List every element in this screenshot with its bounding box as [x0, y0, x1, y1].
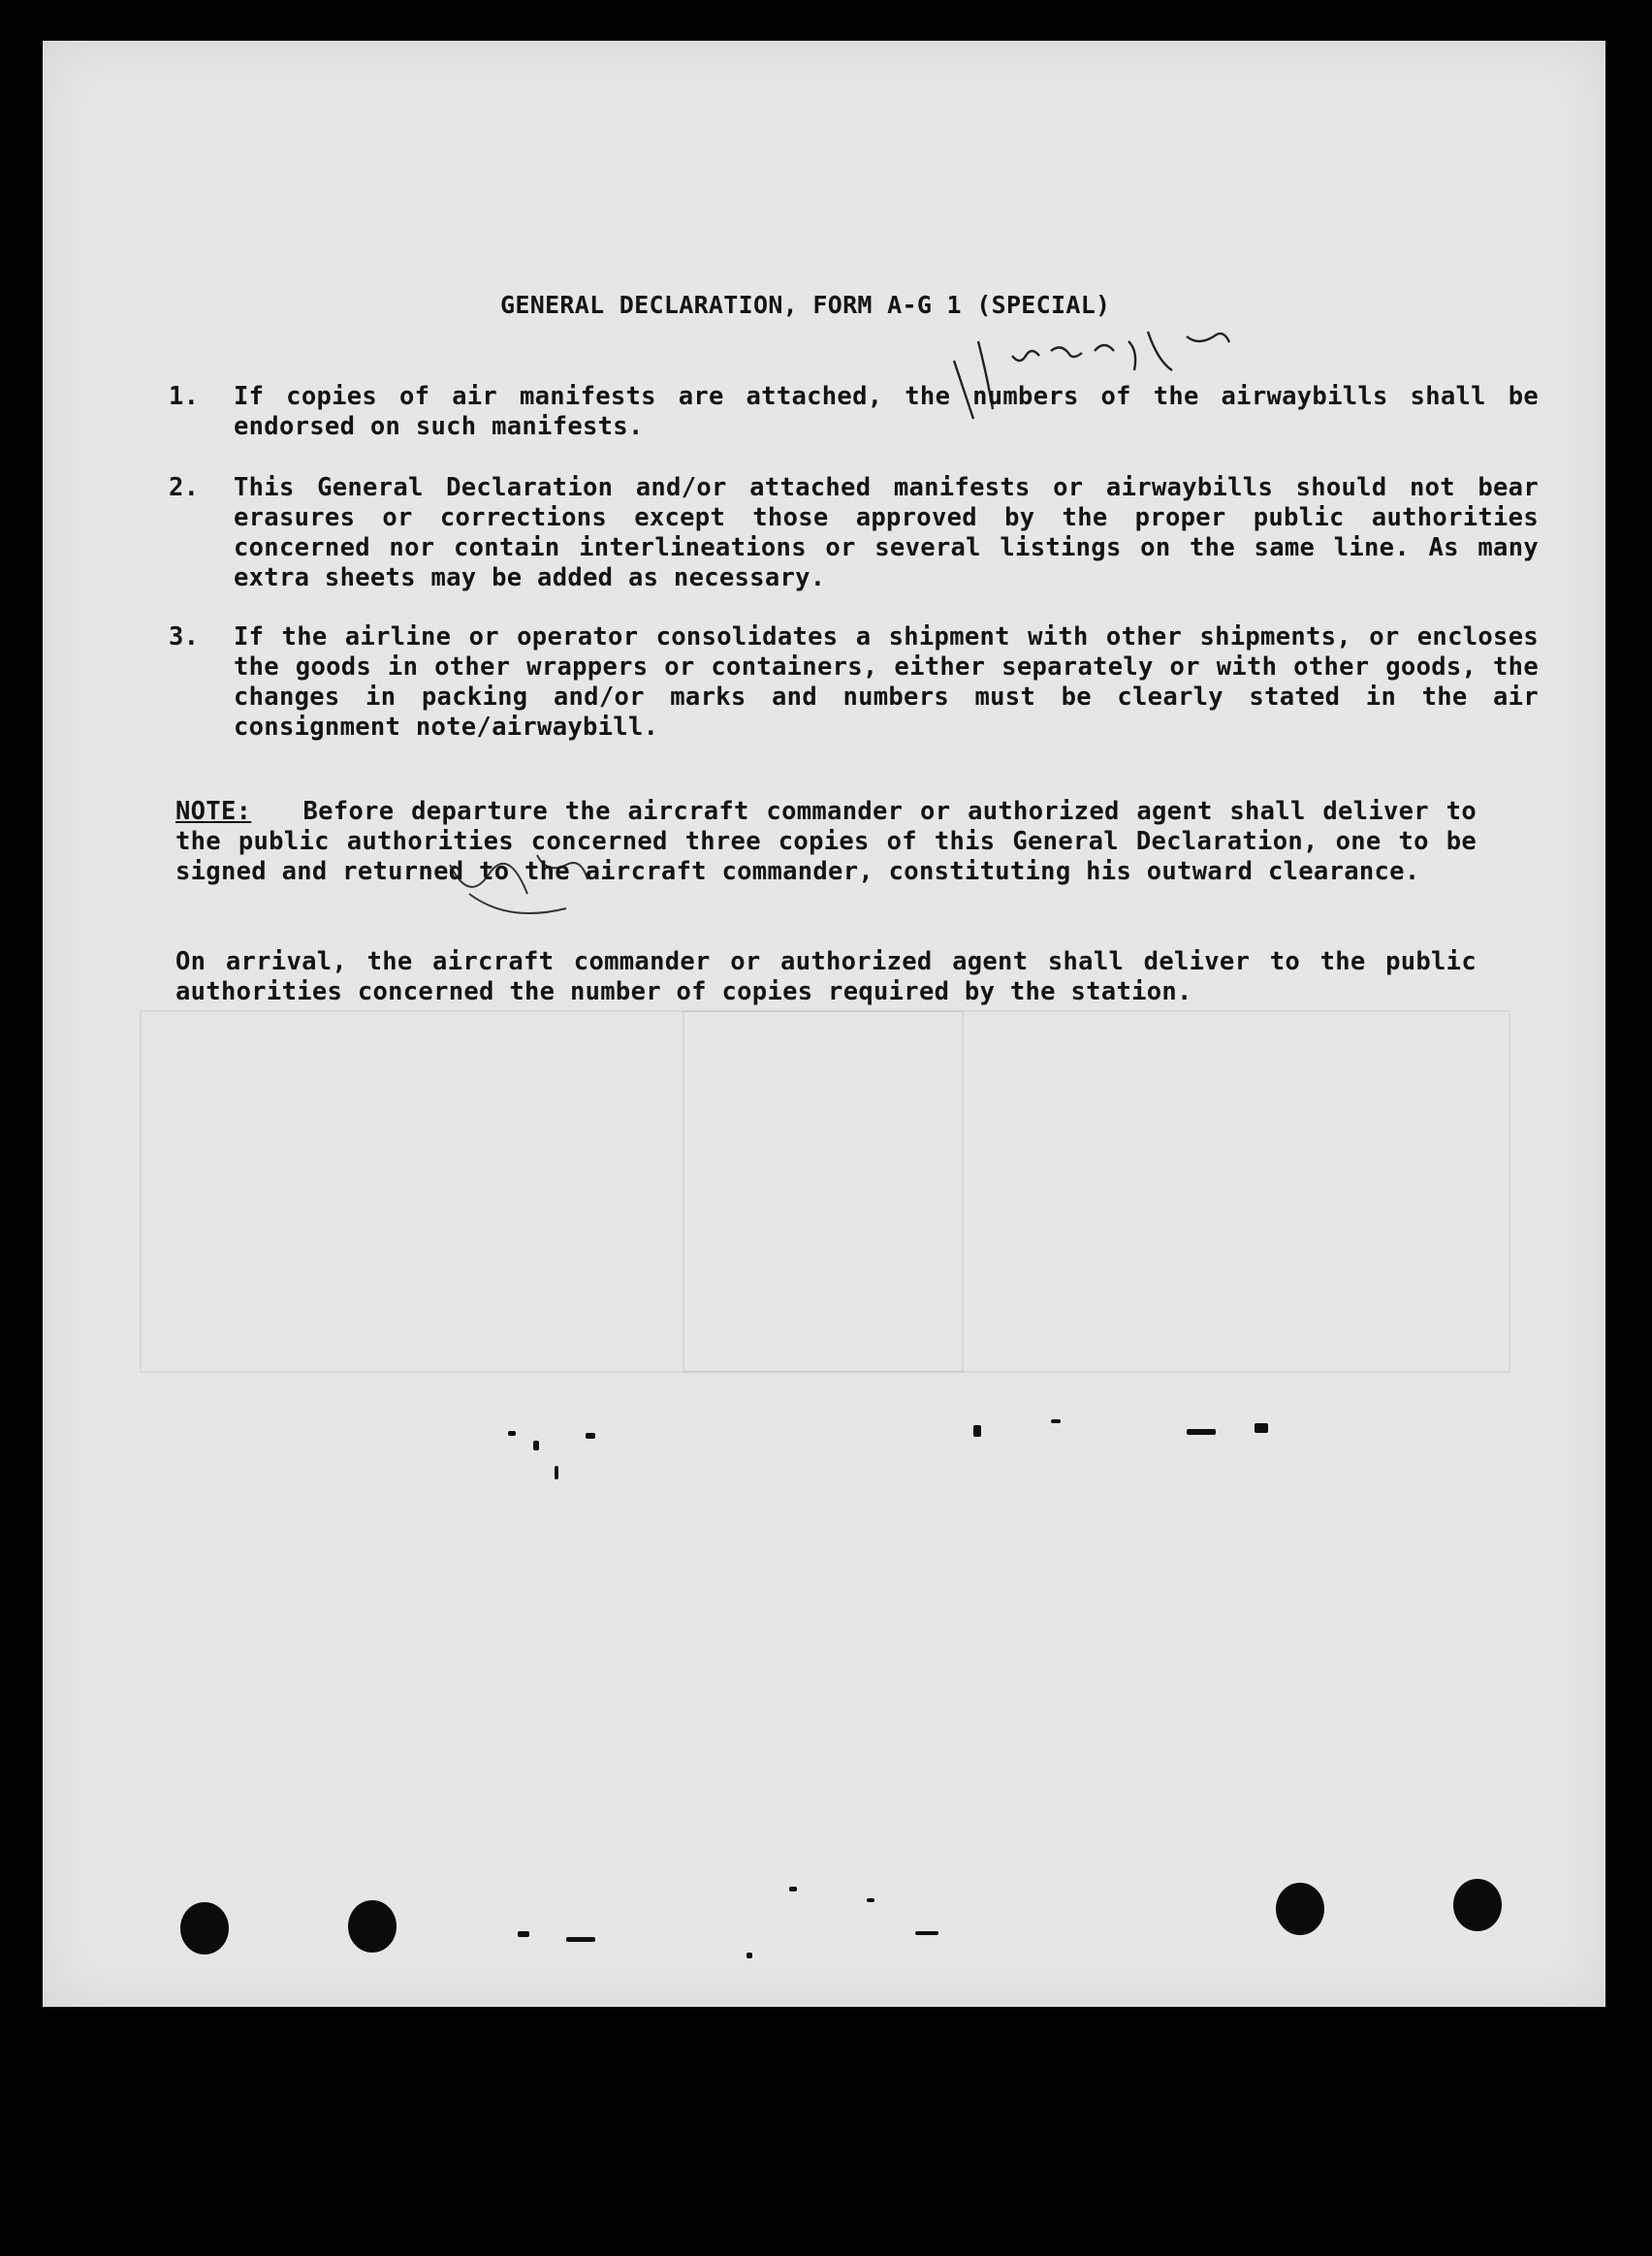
ink-speck [747, 1953, 752, 1958]
ink-speck [789, 1887, 797, 1891]
ink-speck [518, 1931, 529, 1937]
binder-hole-icon [1276, 1883, 1324, 1935]
note-label: NOTE: [175, 797, 252, 826]
ink-speck [1255, 1423, 1268, 1433]
ink-speck [555, 1466, 558, 1479]
item-number: 1. [169, 382, 200, 411]
ink-speck [915, 1931, 938, 1935]
item-text: If the airline or operator consolidates a shipment with other shipments, or encloses the goods in other wrappers or containers, either separately or with other goods, the changes in packing and/or marks and numbers must be clearly stated in the air consignment note/airwaybill. [234, 622, 1539, 742]
ink-speck [508, 1431, 516, 1436]
bleed-through-column [683, 1010, 964, 1373]
binder-hole-icon [180, 1902, 229, 1954]
item-number: 3. [169, 622, 200, 651]
item-text: This General Declaration and/or attached manifests or airwaybills should not bear erasures or corrections except those approved by the proper public authorities concerned nor contain interlineations or several listings on the same line. As many extra sheets may be added as necessary. [234, 473, 1539, 592]
binder-hole-icon [1453, 1879, 1502, 1931]
arrival-paragraph: On arrival, the aircraft commander or authorized agent shall deliver to the public authorities concerned the number of copies required by the station. [175, 947, 1477, 1006]
binder-hole-icon [348, 1900, 397, 1953]
item-number: 2. [169, 473, 200, 502]
note-paragraph [175, 797, 1477, 887]
note-text: Before departure the aircraft commander or authorized agent shall deliver to the public authorities concerned three copies of this General Declaration, one to be signed and returned to the aircraft commander, constituting his outward clearance. [175, 797, 1477, 886]
ink-speck [867, 1898, 874, 1902]
ink-speck [533, 1441, 539, 1450]
ink-speck [1051, 1419, 1061, 1423]
ink-speck [586, 1433, 595, 1439]
ink-speck [1187, 1429, 1216, 1435]
document-title: GENERAL DECLARATION, FORM A-G 1 (SPECIAL) [500, 291, 1111, 319]
item-text: If copies of air manifests are attached, the numbers of the airwaybills shall be endorsed on such manifests. [234, 382, 1539, 441]
ink-speck [973, 1425, 981, 1437]
document-page [43, 41, 1605, 2007]
ink-speck [566, 1937, 595, 1942]
